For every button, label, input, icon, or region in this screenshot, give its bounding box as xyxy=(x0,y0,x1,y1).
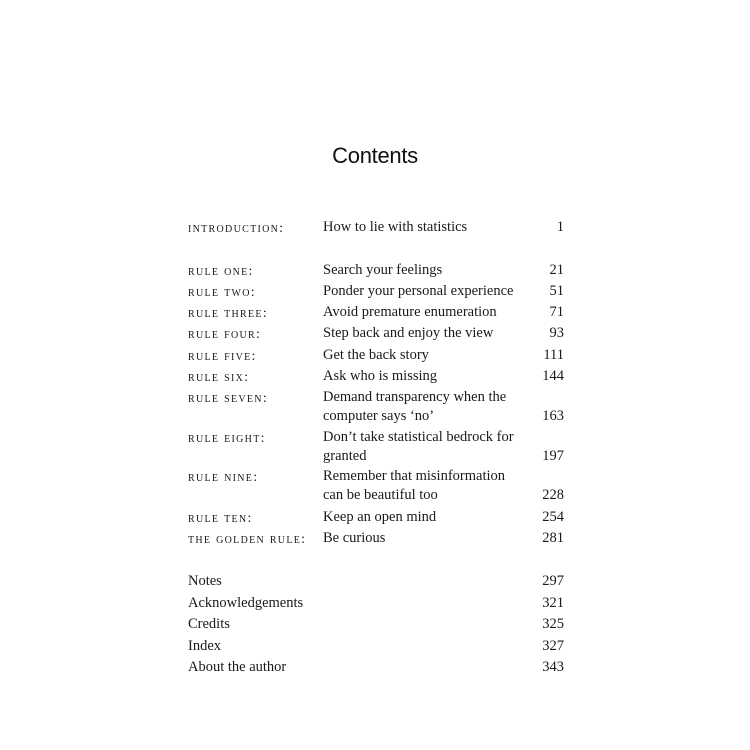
entry-title: Ponder your personal experience xyxy=(323,283,514,299)
entry-label: rule two: xyxy=(188,285,256,300)
entry-title: Get the back story xyxy=(323,347,429,363)
entry-page: 343 xyxy=(542,659,564,675)
entry-title-line-1: Don’t take statistical bedrock for xyxy=(323,429,514,445)
entry-page: 327 xyxy=(542,638,564,654)
entry-page: 297 xyxy=(542,573,564,589)
entry-page: 21 xyxy=(549,262,564,278)
entry-label: rule eight: xyxy=(188,431,266,446)
entry-title: Ask who is missing xyxy=(323,368,438,384)
entry-page: 111 xyxy=(543,347,564,363)
entry-page: 321 xyxy=(542,595,564,611)
entry-label: rule ten: xyxy=(188,511,253,526)
entry-title: Index xyxy=(188,638,222,654)
entry-label: rule six: xyxy=(188,370,250,385)
entry-label: rule one: xyxy=(188,264,254,279)
entry-title: Search your feelings xyxy=(323,262,443,278)
entry-page: 1 xyxy=(556,219,564,235)
entry-page: 93 xyxy=(549,325,564,341)
entry-page: 197 xyxy=(542,448,564,464)
entry-page: 228 xyxy=(542,487,564,503)
entry-label: rule seven: xyxy=(188,391,269,406)
entry-label: rule nine: xyxy=(188,470,259,485)
entry-title: Acknowledgements xyxy=(188,595,304,611)
entry-label: introduction: xyxy=(188,221,285,236)
entry-page: 163 xyxy=(542,408,564,424)
entry-label: the golden rule: xyxy=(188,532,307,547)
entry-label: rule four: xyxy=(188,327,262,342)
entry-title: About the author xyxy=(188,659,287,675)
entry-title-line-1: Demand transparency when the xyxy=(323,389,507,405)
entry-page: 51 xyxy=(549,283,564,299)
entry-title: Avoid premature enumeration xyxy=(323,304,497,320)
entry-title-line-1: Remember that misinformation xyxy=(323,468,506,484)
entry-title: Keep an open mind xyxy=(323,509,437,525)
entry-title: Credits xyxy=(188,616,230,632)
entry-page: 281 xyxy=(542,530,564,546)
entry-page: 71 xyxy=(549,304,564,320)
entry-title: Be curious xyxy=(323,530,386,546)
entry-title-line-2: granted xyxy=(323,448,367,464)
entry-title: Step back and enjoy the view xyxy=(323,325,494,341)
entry-label: rule five: xyxy=(188,349,257,364)
entry-title-line-2: can be beautiful too xyxy=(323,487,438,503)
entry-page: 254 xyxy=(542,509,564,525)
page-title: Contents xyxy=(332,143,418,168)
entry-title: Notes xyxy=(188,573,222,589)
entry-title-line-2: computer says ‘no’ xyxy=(323,408,435,424)
entry-label: rule three: xyxy=(188,306,269,321)
entry-page: 325 xyxy=(542,616,564,632)
entry-page: 144 xyxy=(542,368,564,384)
entry-title: How to lie with statistics xyxy=(323,219,468,235)
